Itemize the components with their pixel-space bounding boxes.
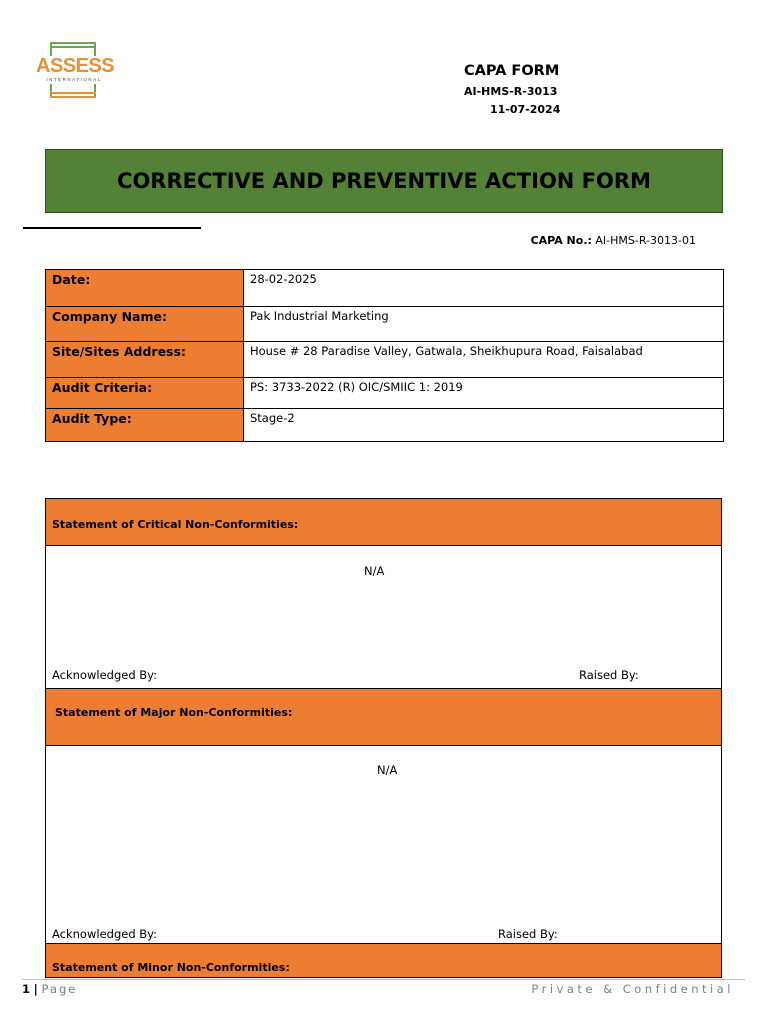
row-label: Audit Type: <box>46 409 244 442</box>
row-value: Pak Industrial Marketing <box>244 307 724 342</box>
critical-acknowledged-by: Acknowledged By: <box>52 668 158 682</box>
form-banner <box>45 149 723 213</box>
table-row <box>46 342 724 378</box>
audit-info-table <box>45 269 724 442</box>
logo-word: ASSESS <box>36 55 115 77</box>
table-row <box>46 307 724 342</box>
critical-nc-body <box>45 546 722 689</box>
critical-raised-by: Raised By: <box>579 668 639 682</box>
table-row <box>46 270 724 307</box>
capa-number-label: CAPA No.: <box>530 234 592 247</box>
table-row <box>46 378 724 409</box>
capa-number-value: AI-HMS-R-3013-01 <box>595 234 696 247</box>
logo-bar <box>50 96 96 98</box>
divider-line <box>23 227 201 229</box>
row-value: House # 28 Paradise Valley, Gatwala, Sheikhupura Road, Faisalabad <box>244 342 724 378</box>
logo-subtitle: INTERNATIONAL <box>46 77 102 82</box>
row-value: 28-02-2025 <box>244 270 724 307</box>
logo-bar <box>50 84 52 96</box>
company-logo <box>36 42 115 98</box>
logo-bar <box>94 84 96 96</box>
logo-bar <box>50 42 52 56</box>
minor-nc-heading-text: Statement of Minor Non-Conformities: <box>52 961 290 974</box>
logo-bar <box>50 42 96 44</box>
row-value: Stage-2 <box>244 409 724 442</box>
confidential-notice: Private & Confidential <box>531 982 734 996</box>
row-label: Date: <box>46 270 244 307</box>
form-title: CAPA FORM <box>464 63 560 79</box>
logo-bar <box>50 46 96 48</box>
page-indicator <box>22 982 77 996</box>
logo-bar <box>94 42 96 56</box>
major-acknowledged-by: Acknowledged By: <box>52 927 158 941</box>
critical-nc-heading <box>45 498 722 546</box>
major-nc-body <box>45 746 722 944</box>
page-separator: | <box>33 982 38 996</box>
form-code: AI-HMS-R-3013 <box>464 85 558 98</box>
table-row <box>46 409 724 442</box>
row-label: Site/Sites Address: <box>46 342 244 378</box>
row-value: PS: 3733-2022 (R) OIC/SMIIC 1: 2019 <box>244 378 724 409</box>
form-revision-date: 11-07-2024 <box>490 103 561 116</box>
capa-number <box>531 234 696 247</box>
row-label: Audit Criteria: <box>46 378 244 409</box>
banner-title: CORRECTIVE AND PREVENTIVE ACTION FORM <box>117 169 651 193</box>
page-number: 1 <box>22 982 31 996</box>
logo-bar <box>50 92 96 94</box>
critical-nc-heading-text: Statement of Critical Non-Conformities: <box>52 518 299 531</box>
footer-divider <box>22 979 745 980</box>
major-nc-heading-text: Statement of Major Non-Conformities: <box>55 706 293 719</box>
page-label: Page <box>41 982 78 996</box>
major-nc-heading <box>45 688 722 746</box>
minor-nc-heading <box>45 943 722 978</box>
major-nc-content: N/A <box>377 763 398 777</box>
row-label: Company Name: <box>46 307 244 342</box>
critical-nc-content: N/A <box>364 564 385 578</box>
major-raised-by: Raised By: <box>498 927 558 941</box>
